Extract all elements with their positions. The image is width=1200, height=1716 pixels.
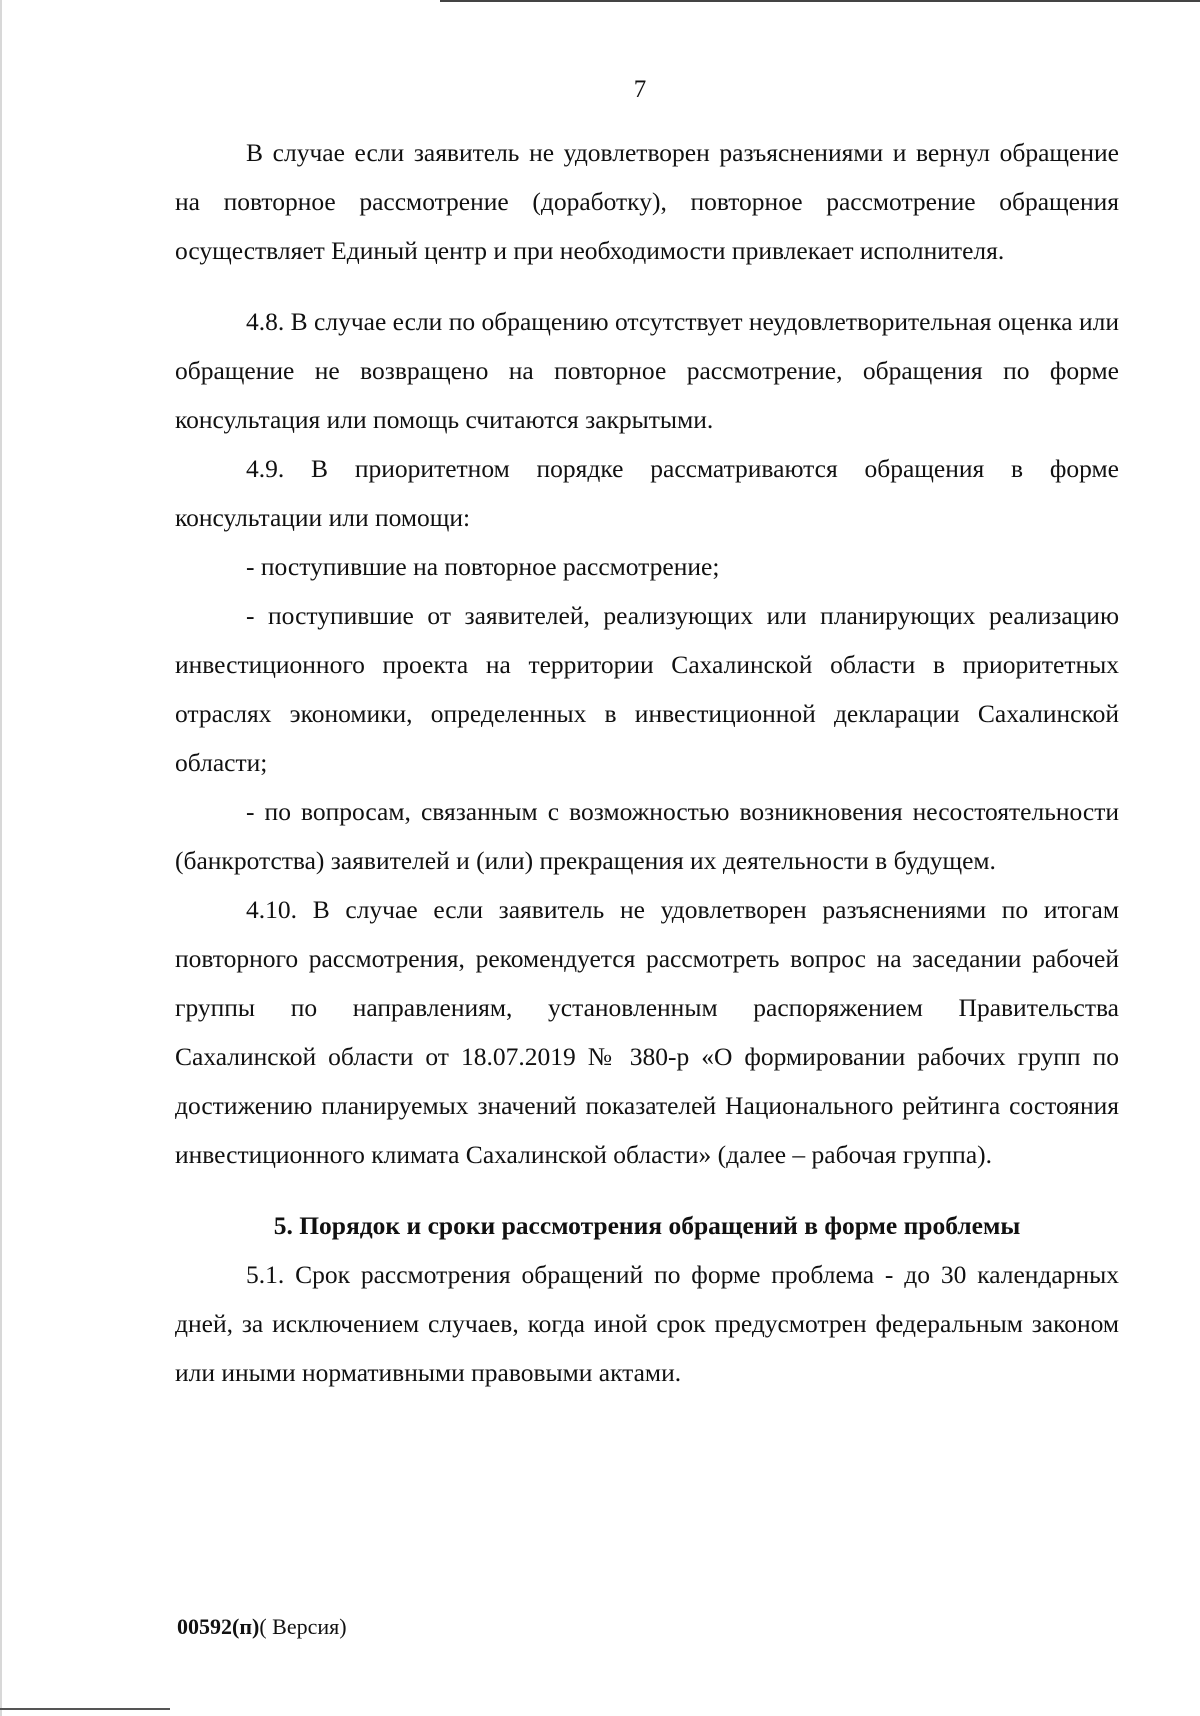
document-body (175, 128, 1119, 1397)
list-item-bankruptcy: - по вопросам, связанным с возможностью возникновения несостоятельности (банкротства) заявителей и (или) прекращения их деятельности в будущем. (175, 797, 1119, 875)
paragraph-reconsideration: В случае если заявитель не удовлетворен разъяснениями и вернул обращение на повторное рассмотрение (доработку), повторное рассмотрение обращения осуществляет Единый центр и при необходимости привлекает исполнителя. (175, 138, 1119, 265)
paragraph-4-8: 4.8. В случае если по обращению отсутствует неудовлетворительная оценка или обращение не возвращено на повторное рассмотрение, обращения по форме консультация или помощь считаются закрытыми. (175, 307, 1119, 434)
list-item-investors: - поступившие от заявителей, реализующих или планирующих реализацию инвестиционного проекта на территории Сахалинской области в приоритетных отраслях экономики, определенных в инвестиционной декларации Сахалинской области; (175, 601, 1119, 777)
page-number: 7 (633, 76, 647, 103)
section-5-heading: 5. Порядок и сроки рассмотрения обращений в форме проблемы (273, 1211, 1021, 1240)
paragraph-4-10: 4.10. В случае если заявитель не удовлетворен разъяснениями по итогам повторного рассмотрения, рекомендуется рассмотреть вопрос на заседании рабочей группы по направлениям, установленным распоряжением Правительства Сахалинской области от 18.07.2019 № 380-р «О формировании рабочих групп по достижению планируемых значений показателей Национального рейтинга состояния инвестиционного климата Сахалинской области» (далее – рабочая группа). (175, 895, 1119, 1169)
scan-edge-top (440, 0, 1200, 2)
paragraph-4-9: 4.9. В приоритетном порядке рассматриваются обращения в форме консультации или помощи: (175, 454, 1119, 532)
scan-edge-left (0, 0, 2, 1716)
footer-document-code (177, 1614, 347, 1640)
footer-code: 00592(п) (177, 1614, 260, 1639)
scan-edge-bottom (0, 1708, 170, 1710)
footer-version: ( Версия) (259, 1614, 347, 1639)
list-item-repeat-review: - поступившие на повторное рассмотрение; (246, 552, 720, 581)
paragraph-5-1: 5.1. Срок рассмотрения обращений по форме проблема - до 30 календарных дней, за исключением случаев, когда иной срок предусмотрен федеральным законом или иными нормативными правовыми актами. (175, 1260, 1119, 1387)
